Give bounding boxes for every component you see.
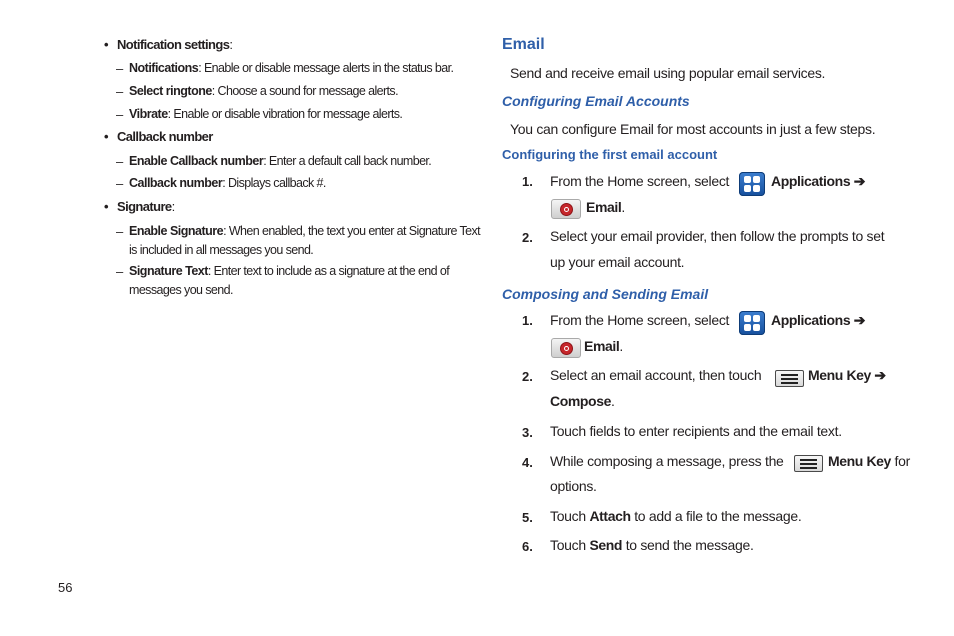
step-rest-text: to send the message. [625, 537, 754, 553]
dash: – [116, 61, 124, 76]
bullet: • [104, 129, 109, 144]
step-text: Touch fields to enter recipients and the email text. [550, 423, 842, 439]
applications-label [771, 173, 865, 190]
enable-callback-label: Enable Callback number [129, 154, 264, 168]
email-app-icon [551, 199, 581, 219]
send-text: Send [589, 537, 623, 553]
select-ringtone-item [129, 84, 398, 98]
menu-key-label [828, 453, 910, 469]
dash: – [116, 154, 124, 169]
dash: – [116, 176, 124, 191]
intro-text: Send and receive email using popular email services. [510, 65, 826, 81]
notifications-label: Notifications [129, 61, 199, 75]
composing-heading: Composing and Sending Email [502, 286, 709, 302]
enable-signature-text: : When enabled, the text you enter at Signature Text [223, 224, 481, 238]
menu-key-text: Menu Key [828, 453, 891, 469]
enable-signature-item [129, 224, 480, 238]
touch-text: Touch [550, 508, 586, 524]
email-label [586, 199, 625, 215]
step-text: Select your email provider, then follow the prompts to set [550, 228, 885, 244]
step-text [550, 537, 754, 553]
notification-settings-label: Notification settings [117, 37, 230, 52]
vibrate-item [129, 107, 402, 121]
notifications-item [129, 61, 453, 75]
step-text: Select an email account, then touch [550, 367, 762, 383]
step-rest-text: to add a file to the message. [634, 508, 802, 524]
period: . [621, 199, 625, 215]
applications-text: Applications ➔ [771, 312, 866, 328]
step-number: 3. [522, 425, 533, 440]
step-number: 2. [522, 230, 533, 245]
applications-icon [739, 311, 765, 335]
attach-text: Attach [589, 508, 631, 524]
enable-signature-label: Enable Signature [129, 224, 224, 238]
step-number: 6. [522, 539, 533, 554]
step-number: 5. [522, 510, 533, 525]
signature-text-text: : Enter text to include as a signature at the end of [207, 264, 450, 278]
bullet: • [104, 37, 109, 52]
menu-key-text: Menu Key ➔ [808, 367, 886, 383]
colon: : [171, 199, 175, 214]
email-text: Email [586, 199, 622, 215]
period: . [619, 338, 623, 354]
callback-number-item-text: : Displays callback #. [222, 176, 326, 190]
menu-key-label [808, 367, 886, 384]
menu-key-icon [794, 455, 823, 472]
applications-text: Applications ➔ [771, 173, 866, 189]
signature-text-label: Signature Text [129, 264, 208, 278]
step-text: From the Home screen, select [550, 173, 730, 189]
first-account-heading: Configuring the first email account [502, 147, 718, 162]
signature-heading [117, 199, 175, 214]
dash: – [116, 84, 124, 99]
vibrate-text: : Enable or disable vibration for message alerts. [167, 107, 403, 121]
dash: – [116, 107, 124, 122]
compose-text: Compose [550, 393, 611, 409]
for-text: for [894, 453, 910, 469]
callback-number-label: Callback number [117, 129, 213, 144]
signature-text-item [129, 264, 449, 278]
email-label [584, 338, 623, 354]
callback-number-heading [117, 129, 213, 144]
callback-number-item-label: Callback number [129, 176, 223, 190]
notifications-text: : Enable or disable message alerts in the status bar. [198, 61, 454, 75]
configuring-heading: Configuring Email Accounts [502, 93, 690, 109]
applications-label [771, 312, 865, 329]
colon: : [229, 37, 233, 52]
step-number: 2. [522, 369, 533, 384]
step-number: 1. [522, 174, 533, 189]
step-text-cont: options. [550, 478, 597, 494]
email-text: Email [584, 338, 620, 354]
page-number: 56 [58, 580, 73, 595]
enable-signature-text-cont: is included in all messages you send. [129, 243, 314, 257]
step-number: 1. [522, 313, 533, 328]
signature-label: Signature [117, 199, 172, 214]
configuring-intro: You can configure Email for most accounts in just a few steps. [510, 121, 876, 137]
step-text: From the Home screen, select [550, 312, 730, 328]
page-title: Email [502, 36, 545, 53]
dash: – [116, 224, 124, 239]
enable-callback-text: : Enter a default call back number. [263, 154, 432, 168]
enable-callback-item [129, 154, 431, 168]
step-text [550, 508, 801, 524]
bullet: • [104, 199, 109, 214]
select-ringtone-label: Select ringtone [129, 84, 212, 98]
email-app-icon [551, 338, 581, 358]
dash: – [116, 264, 124, 279]
notification-settings-item [117, 37, 232, 52]
step-text: While composing a message, press the [550, 453, 784, 469]
signature-text-cont: messages you send. [129, 283, 233, 297]
vibrate-label: Vibrate [129, 107, 168, 121]
period: . [611, 393, 615, 409]
select-ringtone-text: : Choose a sound for message alerts. [211, 84, 398, 98]
callback-number-item [129, 176, 326, 190]
menu-key-icon [775, 370, 804, 387]
touch-text: Touch [550, 537, 586, 553]
applications-icon [739, 172, 765, 196]
step-text-cont: up your email account. [550, 254, 685, 270]
compose-label [550, 393, 615, 409]
step-number: 4. [522, 455, 533, 470]
